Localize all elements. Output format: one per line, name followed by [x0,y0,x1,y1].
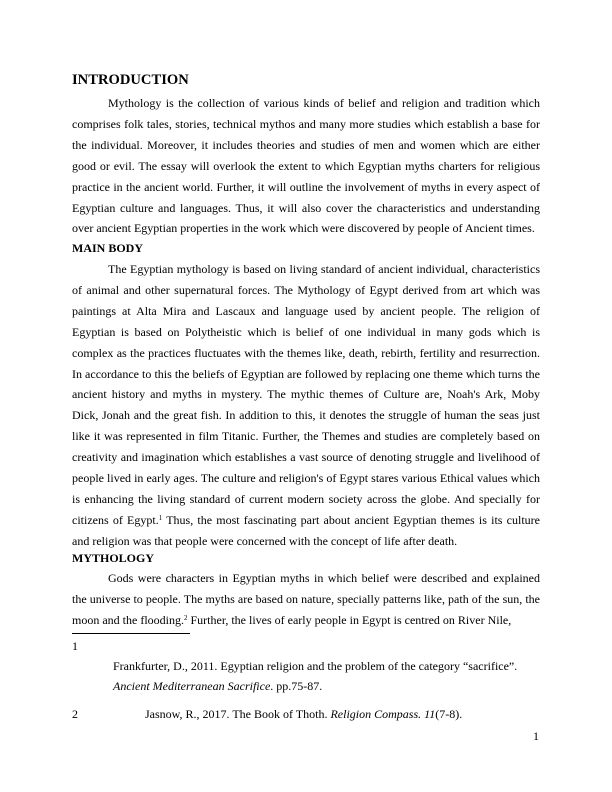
footnote-2-issue: (7-8). [435,707,463,721]
main-body-text-a: The Egyptian mythology is based on living standard of ancient individual, characteristics of animal and other supernatural forces. The Mythology of Egypt derived from art which was paintings at Alta Mira and Lascaux and language used by ancient people. The religion of Egyptian is based on Polytheistic which is belief of one individual in many gods which is complex as the practices fluctuates with the themes like, death, rebirth, fertility and resurrection. In accordance to this the beliefs of Egyptian are followed by replacing one theme which turns the ancient history and myths in mystery. The mythic themes of Culture are, Noah's Ark, Moby Dick, Jonah and the great fish. In addition to this, it denotes the struggle of human the seas just like it was represented in film Titanic. Further, the Themes and studies are completely based on creativity and imagination which establishes a vast source of denoting struggle and livelihood of people lived in early ages. The culture and religion's of Egypt stares various Ethical values which is enhancing the living standard of current modern society across the globe. And specially for citizens of Egypt. [72,262,540,527]
mythology-heading: MYTHOLOGY [72,551,155,565]
mythology-text-a: Gods were characters in Egyptian myths in which belief were described and explained the universe to people. The myths are based on nature, specially patterns like, path of the sun, the moon and the flooding. [72,571,540,627]
footnote-2-number: 2 [72,707,78,721]
footnote-separator [72,633,190,634]
main-body-paragraph [72,259,540,552]
main-body-text-b: Thus, the most fascinating part about ancient Egyptian themes is its culture and religion was that people were concerned with the concept of life after death. [72,512,540,548]
footnote-2-volume: 11 [424,707,436,721]
footnote-1-number: 1 [72,639,78,653]
footnote-ref-1[interactable]: 1 [158,513,163,522]
footnote-2-journal: Religion Compass [330,707,419,721]
footnote-1-text [113,656,540,696]
footnote-1-source: Ancient Mediterranean Sacrifice [113,679,271,693]
footnote-ref-2[interactable]: 2 [183,613,188,622]
footnote-1-pages: . pp.75-87. [270,679,323,693]
footnote-2-citation: Jasnow, R., 2017. The Book of Thoth. [145,707,331,721]
footnote-2-text [145,704,540,724]
footnote-2-source: Religion Compass. 11 [330,707,436,721]
introduction-heading: INTRODUCTION [72,72,189,88]
mythology-paragraph [72,568,540,631]
mythology-text-b: Further, the lives of early people in Egypt is centred on River Nile, [187,612,512,627]
page-number: 1 [533,729,539,743]
introduction-paragraph: Mythology is the collection of various kinds of belief and religion and tradition which comprises folk tales, stories, technical mythos and many more studies which establish a base for the individual. Moreover, it includes theories and studies of men and women which are either good or evil. The essay will overlook the extent to which Egyptian myths charters for religious practice in the ancient world. Further, it will outline the involvement of myths in every aspect of Egyptian culture and languages. Thus, it will also cover the characteristics and understanding over ancient Egyptian properties in the work which were discovered by people of Ancient times. [72,96,540,236]
footnote-1-citation: Frankfurter, D., 2011. Egyptian religion and the problem of the category “sacrifice”. [113,659,518,673]
main-body-heading: MAIN BODY [72,241,143,255]
